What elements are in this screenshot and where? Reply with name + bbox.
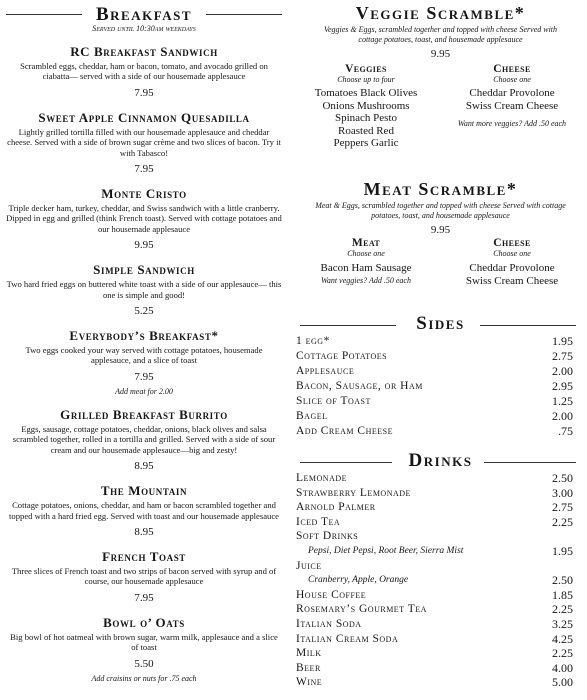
- item-description: Lightly grilled tortilla filled with our housemade applesauce and cheddar cheese. Served with a side of brown sugar crème and two slices of bacon. Try it with Tabasco!: [7, 126, 281, 158]
- side-price: 1.25: [552, 394, 573, 408]
- drink-row: [294, 515, 587, 530]
- breakfast-item: [0, 407, 288, 473]
- drink-row: [294, 646, 587, 661]
- breakfast-item: [0, 44, 288, 100]
- side-row: [294, 394, 587, 409]
- drink-price: 4.00: [552, 660, 573, 675]
- title-rule-right: [206, 14, 282, 15]
- drink-price: 2.50: [552, 573, 573, 588]
- drink-price: 2.75: [552, 500, 573, 515]
- drink-label: Italian Soda: [296, 618, 362, 630]
- item-price: 7.95: [134, 86, 154, 99]
- drink-price: 3.25: [552, 617, 573, 631]
- side-price: 2.95: [552, 379, 573, 393]
- breakfast-title: Breakfast: [96, 4, 192, 25]
- drink-label: Cranberry, Apple, Orange: [308, 575, 409, 586]
- drink-row: [294, 602, 587, 617]
- side-label: Cottage Potatoes: [296, 350, 388, 362]
- side-label: 1 egg*: [296, 335, 330, 347]
- veggie-scramble-desc: Veggies & Eggs, scrambled together and topped with cheese Served with cottage potatoes, toast, and housemade applesauce: [323, 25, 558, 44]
- veggies-subheading: Choose up to four: [337, 75, 395, 84]
- option-line: Peppers Garlic: [333, 137, 399, 149]
- item-price: 8.95: [134, 525, 154, 538]
- item-name: The Mountain: [100, 483, 188, 499]
- drink-row: [294, 617, 587, 632]
- item-description: Triple decker ham, turkey, cheddar, and Swiss sandwich with a little cranberry. Dipped in egg and grilled (think French toast). Served with cottage potatoes and our housemade applesauce: [6, 203, 282, 234]
- breakfast-item: [0, 328, 288, 397]
- side-row: [294, 334, 587, 349]
- cheese-lines: [442, 87, 582, 112]
- item-price: 9.95: [134, 239, 154, 252]
- item-description: Cottage potatoes, onions, cheddar, and ham or bacon scrambled together and topped with a hard fried egg. Served with toast and our housemade applesauce: [9, 500, 279, 521]
- side-row: [294, 409, 587, 424]
- option-line: Bacon Ham Sausage: [320, 262, 412, 274]
- drink-label: Italian Cream Soda: [296, 632, 399, 645]
- item-note: Add craisins or nuts for .75 each: [91, 673, 197, 683]
- drink-row: [294, 588, 587, 603]
- drink-label: Arnold Palmer: [296, 501, 376, 514]
- drink-row: [294, 544, 587, 559]
- drink-price: 1.85: [552, 587, 573, 602]
- drink-label: Soft Drinks: [296, 530, 359, 543]
- meat-extra-note: Want veggies? Add .50 each: [321, 275, 411, 285]
- drink-row: [294, 500, 587, 515]
- option-line: Spinach Pesto: [334, 112, 398, 124]
- sides-title: Sides: [416, 313, 465, 334]
- veggie-scramble-price: 9.95: [430, 48, 451, 60]
- breakfast-item: [0, 186, 288, 252]
- meat-cheese-lines: [442, 262, 582, 287]
- item-price: 7.95: [134, 163, 154, 176]
- item-name: Monte Cristo: [101, 186, 187, 202]
- drink-label: House Coffee: [296, 588, 367, 601]
- side-price: 1.95: [552, 334, 573, 348]
- breakfast-item: [0, 549, 288, 605]
- meat-scramble-price: 9.95: [430, 224, 451, 236]
- drink-label: Strawberry Lemonade: [296, 486, 411, 499]
- drink-label: Juice: [296, 559, 322, 572]
- item-description: Two hard fried eggs on buttered white toast with a side of our applesauce— this one is simple and good!: [6, 279, 282, 300]
- option-line: Cheddar Provolone: [469, 87, 555, 99]
- side-row: [294, 424, 587, 439]
- drink-label: Iced Tea: [296, 515, 341, 528]
- side-label: Applesauce: [296, 365, 355, 377]
- breakfast-item: [0, 110, 288, 176]
- item-description: Scrambled eggs, cheddar, ham or bacon, tomato, and avocado grilled on ciabatta— served with a side of our housemade applesauce: [20, 61, 268, 82]
- drink-row: [294, 675, 587, 690]
- drink-price: 2.25: [552, 646, 573, 661]
- drink-label: Wine: [296, 676, 323, 689]
- drink-label: Lemonade: [296, 472, 348, 484]
- breakfast-item: [0, 615, 288, 684]
- drink-label: Milk: [296, 647, 322, 660]
- option-line: Onions Mushrooms: [322, 99, 410, 112]
- drink-row: [294, 486, 587, 501]
- option-line: Tomatoes Black Olives: [314, 87, 418, 99]
- item-price: 7.95: [134, 591, 154, 604]
- drink-price: 4.25: [552, 631, 573, 646]
- option-line: Roasted Red: [338, 124, 394, 137]
- meat-cheese-options: [442, 237, 582, 287]
- item-price: 5.25: [134, 305, 154, 318]
- side-label: Bagel: [296, 410, 328, 422]
- drink-label: Beer: [296, 661, 321, 674]
- option-line: Swiss Cream Cheese: [465, 274, 559, 287]
- drink-row: [294, 661, 587, 676]
- veggie-scramble-title: Veggie Scramble*: [355, 3, 526, 23]
- item-price: 7.95: [134, 370, 154, 383]
- drink-row: [294, 471, 587, 486]
- drink-label: Rosemary’s Gourmet Tea: [296, 603, 427, 616]
- item-price: 8.95: [134, 460, 154, 473]
- veggie-scramble-section: [294, 4, 587, 61]
- item-name: RC Breakfast Sandwich: [70, 44, 218, 59]
- item-name: Everybody’s Breakfast*: [69, 328, 219, 344]
- veggie-lines: [298, 87, 434, 150]
- drinks-title: Drinks: [408, 450, 473, 471]
- meat-subheading: Choose one: [347, 249, 385, 258]
- item-name: Bowl o’ Oats: [103, 614, 185, 630]
- meat-options: [298, 237, 434, 286]
- breakfast-list: [0, 44, 288, 684]
- drink-row: [294, 559, 587, 574]
- meat-scramble-desc: Meat & Eggs, scrambled together and topped with cheese Served with cottage potatoes, toast, and housemade applesauce: [315, 201, 566, 220]
- item-description: Two eggs cooked your way served with cottage potatoes, housemade applesauce, and a slice of toast: [25, 345, 263, 366]
- item-price: 5.50: [134, 657, 154, 670]
- meat-cheese-subheading: Choose one: [493, 249, 531, 258]
- cheese-subheading: Choose one: [493, 75, 531, 84]
- side-price: 2.75: [552, 349, 573, 363]
- side-row: [294, 379, 587, 394]
- veggie-extra-note: Want more veggies? Add .50 each: [457, 119, 567, 128]
- drink-price: 5.00: [552, 675, 573, 690]
- drink-price: 1.95: [552, 544, 573, 558]
- option-line: Cheddar Provolone: [469, 262, 555, 274]
- item-name: French Toast: [102, 548, 186, 564]
- meat-scramble-section: [294, 180, 587, 237]
- drink-row: [294, 573, 587, 588]
- side-price: 2.00: [552, 364, 573, 378]
- drink-row: [294, 632, 587, 647]
- drink-label: Pepsi, Diet Pepsi, Root Beer, Sierra Mist: [308, 546, 464, 556]
- side-row: [294, 364, 587, 379]
- side-price: 2.00: [552, 409, 573, 423]
- breakfast-subtitle: Served until 10:30am weekdays: [92, 24, 196, 33]
- breakfast-column: [0, 0, 288, 694]
- meat-cheese-heading: Cheese: [493, 237, 531, 249]
- cheese-heading: Cheese: [493, 63, 531, 75]
- side-label: Add Cream Cheese: [296, 425, 393, 437]
- veggies-heading: Veggies: [345, 63, 387, 75]
- title-rule-left: [6, 14, 82, 15]
- breakfast-item: [0, 483, 288, 539]
- side-price: .75: [558, 424, 573, 438]
- drink-row: [294, 529, 587, 544]
- drink-price: 2.25: [552, 602, 573, 617]
- option-line: Swiss Cream Cheese: [465, 99, 559, 112]
- meat-scramble-title: Meat Scramble*: [363, 179, 518, 199]
- side-row: [294, 349, 587, 364]
- meat-heading: Meat: [351, 237, 381, 249]
- drink-price: 3.00: [552, 485, 573, 500]
- side-label: Slice of Toast: [296, 395, 371, 407]
- item-note: Add meat for 2.00: [115, 386, 173, 396]
- drink-price: 2.50: [552, 471, 573, 485]
- item-name: Grilled Breakfast Burrito: [60, 406, 228, 422]
- veggie-cheese-options: [442, 63, 582, 129]
- item-description: Three slices of French toast and two strips of bacon served with syrup and of course, our housemade applesauce: [11, 565, 277, 587]
- meat-lines: [298, 262, 434, 275]
- side-label: Bacon, Sausage, or Ham: [296, 380, 423, 392]
- item-description: Eggs, sausage, cottage potatoes, cheddar, onions, black olives and salsa scrambled together, rolled in a tortilla and grilled. Served with a side of sour cream and our housemade applesauce—big and zesty!: [12, 423, 276, 455]
- veggies-options: [298, 63, 434, 150]
- drink-price: 2.25: [552, 514, 573, 529]
- item-name: Sweet Apple Cinnamon Quesadilla: [38, 109, 250, 125]
- breakfast-item: [0, 262, 288, 318]
- item-name: Simple Sandwich: [93, 262, 195, 278]
- item-description: Big bowl of hot oatmeal with brown sugar, warm milk, applesauce and a slice of toast: [10, 631, 278, 653]
